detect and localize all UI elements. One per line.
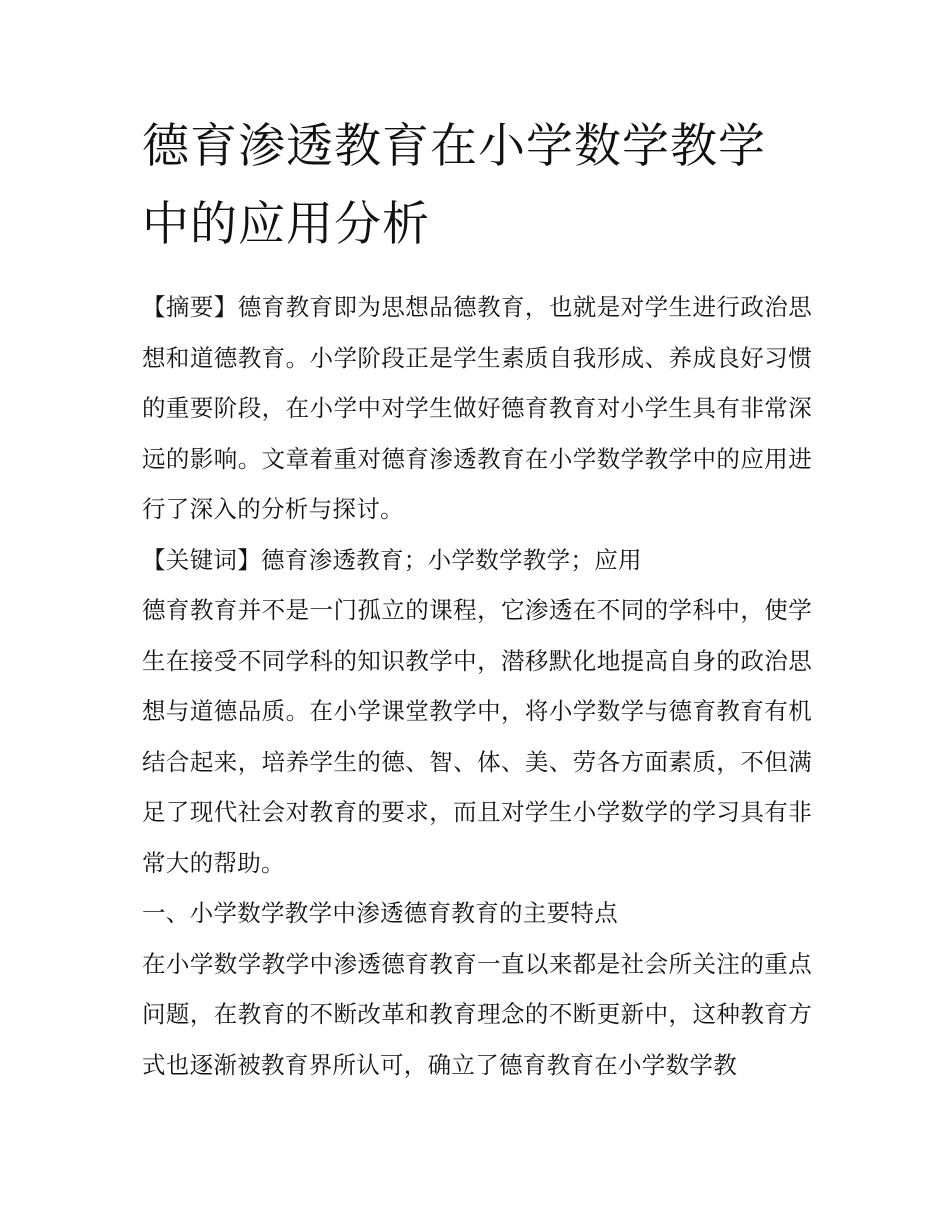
section-paragraph: 在小学数学教学中渗透德育教育一直以来都是社会所关注的重点问题，在教育的不断改革和教育理念的不断更新中，这种教育方式也逐渐被教育界所认可，确立了德育教育在小学数学教 [142, 949, 812, 1079]
abstract-paragraph: 【摘要】德育教育即为思想品德教育，也就是对学生进行政治思想和道德教育。小学阶段正是学生素质自我形成、养成良好习惯的重要阶段，在小学中对学生做好德育教育对小学生具有非常深远的影响。文章着重对德育渗透教育在小学数学教学中的应用进行了深入的分析与探讨。 [142, 293, 812, 523]
document-body [142, 108, 812, 1090]
section-heading: 一、小学数学教学中渗透德育教育的主要特点 [142, 899, 618, 927]
keywords-paragraph: 【关键词】德育渗透教育；小学数学教学；应用 [142, 545, 642, 574]
intro-paragraph: 德育教育并不是一门孤立的课程，它渗透在不同的学科中，使学生在接受不同学科的知识教学中，潜移默化地提高自身的政治思想与道德品质。在小学课堂教学中，将小学数学与德育教育有机结合起来，培养学生的德、智、体、美、劳各方面素质，不但满足了现代社会对教育的要求，而且对学生小学数学的学习具有非常大的帮助。 [142, 596, 812, 877]
document-title: 德育渗透教育在小学数学教学中的应用分析 [142, 119, 766, 252]
